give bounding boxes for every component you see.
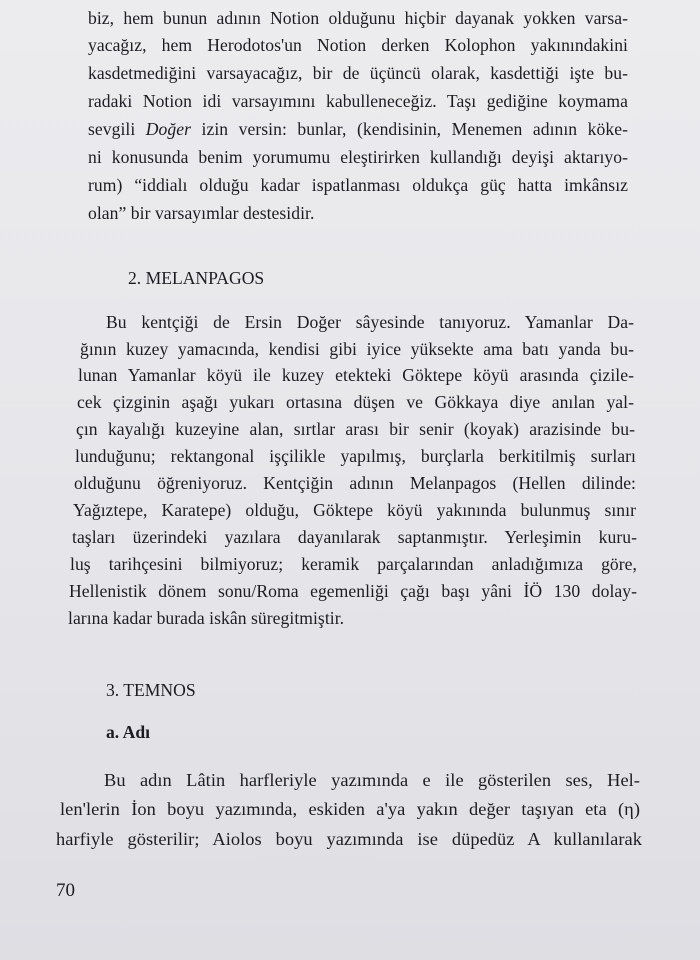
text-line: radaki Notion idi varsayımını kabulleneceğiz. Taşı gediğine koymama: [88, 91, 628, 111]
text-line: biz, hem bunun adının Notion olduğunu hiçbir dayanak yokken varsa-: [88, 8, 628, 28]
text-line: taşları üzerindeki yazılara dayanılarak saptanmıştır. Yerleşimin kuru-: [72, 527, 637, 547]
text-line: Bu kentçiği de Ersin Doğer sâyesinde tanıyoruz. Yamanlar Da-: [106, 312, 634, 332]
text-line: sevgili Doğer izin versin: bunlar, (kendisinin, Menemen adının köke-: [88, 119, 628, 139]
text-line: Yağıztepe, Karatepe) olduğu, Göktepe köyü yakınında bulunmuş sınır: [73, 500, 636, 520]
text-line: yacağız, hem Herodotos'un Notion derken Kolophon yakınındakini: [88, 35, 628, 55]
text-line: Hellenistik dönem sonu/Roma egemenliği çağı başı yâni İÖ 130 dolay-: [69, 581, 637, 601]
section-heading-melanpagos: 2. MELANPAGOS: [128, 268, 265, 288]
text-line: lunduğunu; rektangonal işçilikle yapılmış, burçlarla berkitilmiş surları: [75, 446, 636, 466]
text-line: kasdetmediğini varsayacağız, bir de üçüncü olarak, kasdettiği işte bu-: [88, 63, 628, 83]
text-line: olan” bir varsayımlar destesidir.: [88, 203, 315, 223]
text-line: harfiyle gösterilir; Aiolos boyu yazımında ise düpedüz A kullanılarak: [56, 829, 642, 849]
text-line: cek çizginin aşağı yukarı ortasına düşen ve Gökkaya diye anılan yal-: [77, 392, 634, 412]
text-line: Bu adın Lâtin harfleriyle yazımında e ile gösterilen ses, Hel-: [104, 770, 640, 790]
subheading-adi: a. Adı: [106, 722, 151, 742]
section-heading-temnos: 3. TEMNOS: [106, 680, 196, 700]
page-number: 70: [56, 880, 75, 901]
text-line: lunan Yamanlar köyü ile kuzey etekteki Göktepe köyü arasında çizile-: [78, 365, 634, 385]
text-line: olduğunu öğreniyoruz. Kentçiğin adının Melanpagos (Hellen dilinde:: [74, 473, 636, 493]
text-line: larına kadar burada iskân süregitmiştir.: [68, 608, 345, 628]
text-line: len'lerin İon boyu yazımında, eskiden a'ya yakın değer taşıyan eta (η): [60, 799, 640, 819]
text-line: ğının kuzey yamacında, kendisi gibi iyice yüksekte ama batı yanda bu-: [80, 339, 634, 359]
text-line: luş tarihçesini bilmiyoruz; keramik parçalarından anladığımıza göre,: [70, 554, 637, 574]
text-line: rum) “iddialı olduğu kadar ispatlanması oldukça güç hatta imkânsız: [88, 175, 628, 195]
text-line: çın kayalığı kuzeyine alan, sırtlar arası bir senir (koyak) arazisinde bu-: [76, 419, 635, 439]
text-line: ni konusunda benim yorumumu eleştirirken kullandığı deyişi aktarıyo-: [88, 147, 628, 167]
